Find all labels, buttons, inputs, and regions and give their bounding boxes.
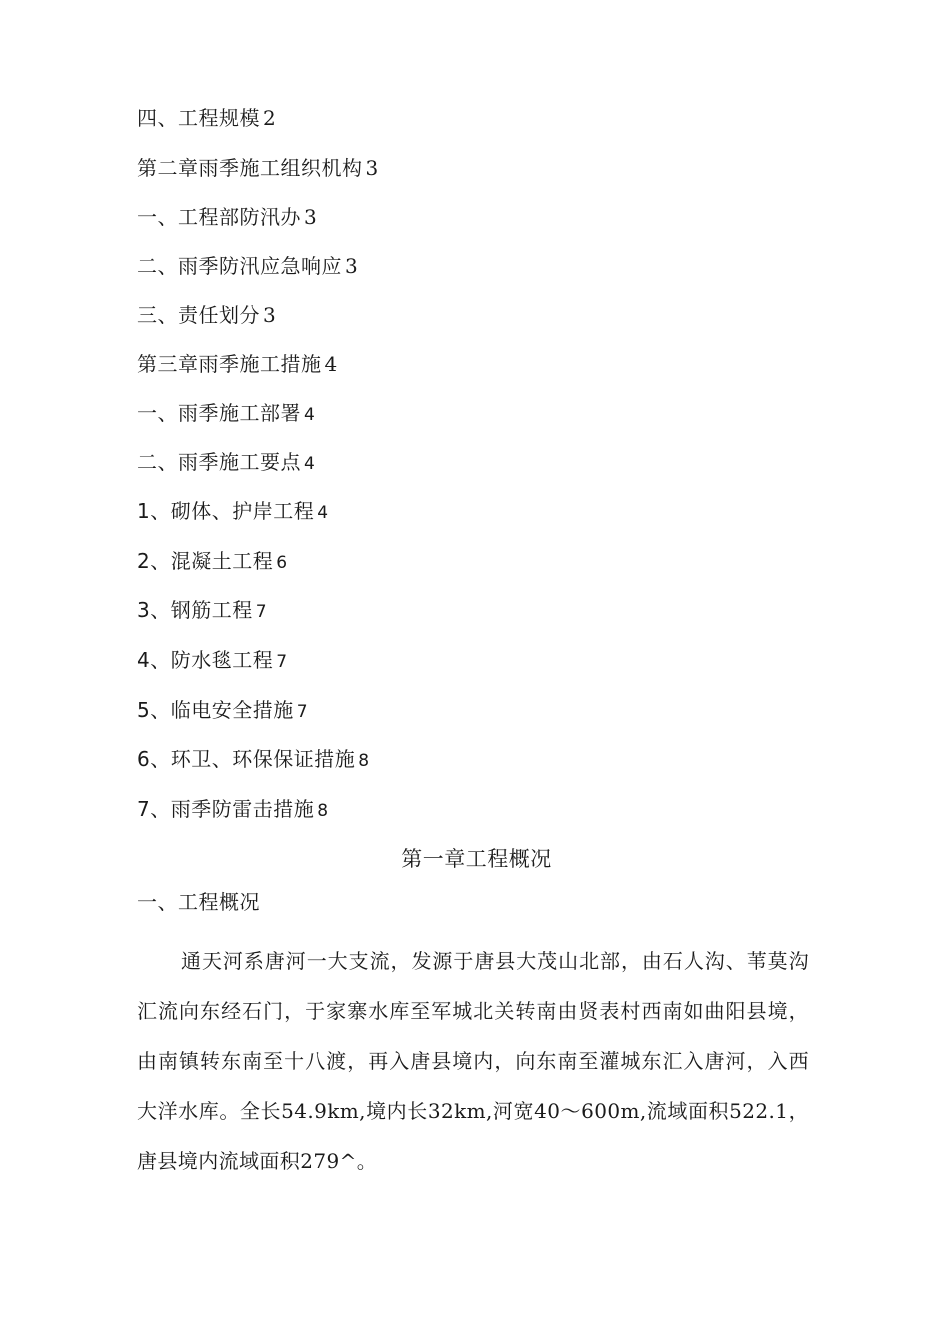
toc-entry-page: 8 bbox=[317, 801, 329, 821]
toc-entry-page: 4 bbox=[304, 405, 316, 425]
toc-entry[interactable] bbox=[137, 795, 329, 825]
toc-entry-page: 6 bbox=[276, 553, 288, 573]
toc-entry-title: 1、砌体、护岸工程 bbox=[137, 499, 315, 523]
toc-entry[interactable] bbox=[137, 399, 315, 429]
toc-entry-title: 一、工程部防汛办 bbox=[137, 205, 301, 229]
toc-entry-title: 5、临电安全措施 bbox=[137, 698, 294, 722]
toc-entry-page: 3 bbox=[263, 303, 277, 327]
toc-entry-page: 7 bbox=[276, 652, 288, 672]
toc-entry[interactable] bbox=[137, 350, 338, 378]
toc-entry[interactable] bbox=[137, 497, 329, 527]
toc-entry-page: 3 bbox=[304, 205, 318, 229]
toc-entry-page: 7 bbox=[255, 602, 268, 622]
toc-entry[interactable] bbox=[137, 301, 276, 329]
toc-entry-title: 第二章雨季施工组织机构 bbox=[137, 156, 363, 180]
toc-entry[interactable] bbox=[137, 547, 288, 577]
toc-entry-title: 4、防水毯工程 bbox=[137, 648, 274, 672]
toc-entry[interactable] bbox=[137, 252, 358, 280]
toc-entry-title: 第三章雨季施工措施 bbox=[137, 352, 322, 376]
toc-entry-title: 7、雨季防雷击措施 bbox=[137, 797, 315, 821]
toc-entry-title: 四、工程规模 bbox=[137, 106, 260, 130]
toc-entry-title: 一、雨季施工部署 bbox=[137, 401, 301, 425]
toc-entry-page: 4 bbox=[317, 503, 329, 523]
toc-entry-title: 二、雨季施工要点 bbox=[137, 450, 301, 474]
body-paragraph: 通天河系唐河一大支流，发源于唐县大茂山北部，由石人沟、苇莫沟汇流向东经石门，于家寨水库至军城北关转南由贤表村西南如曲阳县境，由南镇转东南至十八渡，再入唐县境内，向东南至灌城东汇入唐河，入西大洋水库。全长54.9km,境内长32km,河宽40〜600m,流域面积522.1，唐县境内流域面积279^。 bbox=[137, 949, 809, 1173]
toc-entry[interactable] bbox=[137, 448, 315, 478]
toc-entry-page: 4 bbox=[304, 454, 316, 474]
toc-entry[interactable] bbox=[137, 745, 370, 775]
section-heading: 一、工程概况 bbox=[137, 890, 260, 914]
toc-entry-page: 3 bbox=[345, 254, 359, 278]
toc-entry[interactable] bbox=[137, 154, 379, 182]
toc-entry-title: 6、环卫、环保保证措施 bbox=[137, 747, 356, 771]
toc-entry-title: 3、钢筋工程 bbox=[137, 598, 253, 622]
chapter-title: 第一章工程概况 bbox=[401, 847, 552, 871]
toc-entry-title: 三、责任划分 bbox=[137, 303, 260, 327]
toc-entry-page: 2 bbox=[263, 106, 277, 130]
toc-entry-page: 8 bbox=[358, 751, 370, 771]
toc-entry[interactable] bbox=[137, 646, 288, 676]
toc-entry-title: 2、混凝土工程 bbox=[137, 549, 274, 573]
toc-entry[interactable] bbox=[137, 203, 317, 231]
toc-entry[interactable] bbox=[137, 104, 276, 132]
toc-entry-page: 4 bbox=[324, 352, 338, 376]
toc-entry-title: 二、雨季防汛应急响应 bbox=[137, 254, 342, 278]
toc-entry-page: 3 bbox=[365, 156, 379, 180]
toc-entry-page: 7 bbox=[296, 702, 309, 722]
toc-entry[interactable] bbox=[137, 596, 267, 626]
toc-entry[interactable] bbox=[137, 696, 308, 726]
